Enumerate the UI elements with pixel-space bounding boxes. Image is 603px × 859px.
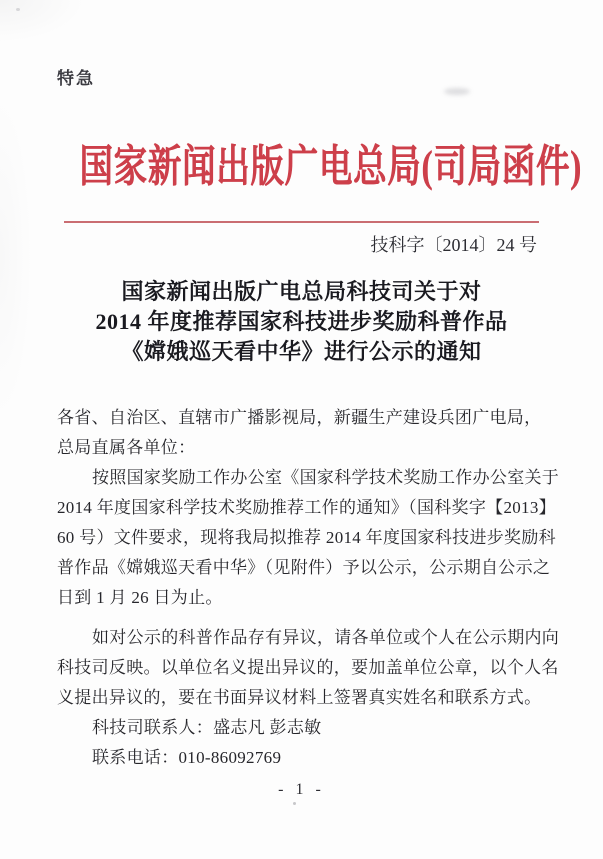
scan-speck: [293, 802, 296, 805]
salutation-line: 总局直属各单位：: [57, 438, 196, 457]
scan-smudge: [444, 88, 470, 95]
agency-masthead: [0, 138, 603, 206]
paragraph-2-line: 如对公示的科普作品存有异议，请各单位或个人在公示期内向: [92, 628, 560, 647]
salutation-line: 各省、自治区、直辖市广播影视局，新疆生产建设兵团广电局，: [57, 408, 542, 427]
contact-person-line: 科技司联系人：盛志凡 彭志敏: [92, 718, 322, 737]
agency-masthead-title: 国家新闻出版广电总局(司局函件): [79, 142, 582, 191]
paragraph-1-line: 日到 1 月 26 日为止。: [57, 588, 223, 607]
notice-title-line-2: 2014 年度推荐国家科技进步奖励科普作品: [95, 309, 508, 334]
red-divider-line: [64, 221, 539, 223]
paragraph-2-line: 义提出异议的，要在书面异议材料上签署真实姓名和联系方式。: [57, 688, 542, 707]
paragraph-1-line: 60 号）文件要求，现将我局拟推荐 2014 年度国家科技进步奖励科: [57, 528, 556, 547]
notice-title: [0, 277, 603, 367]
page-number: - 1 -: [278, 781, 325, 798]
notice-title-line-3: 《嫦娥巡天看中华》进行公示的通知: [121, 339, 482, 364]
paragraph-1-line: 按照国家奖励工作办公室《国家科学技术奖励工作办公室关于: [92, 468, 560, 487]
paragraph-1-line: 普作品《嫦娥巡天看中华》（见附件）予以公示，公示期自公示之: [57, 558, 551, 577]
notice-body: [57, 403, 560, 773]
paragraph-1-line: 2014 年度国家科学技术奖励推荐工作的通知》（国科奖字【2013】: [57, 498, 556, 517]
document-reference-number: 技科字〔2014〕24 号: [370, 235, 537, 255]
scan-speck: [16, 8, 20, 11]
contact-phone-line: 联系电话：010-86092769: [92, 748, 282, 767]
urgent-label: 特急: [57, 69, 95, 89]
notice-title-line-1: 国家新闻出版广电总局科技司关于对: [121, 279, 482, 304]
paragraph-2-line: 科技司反映。以单位名义提出异议的，要加盖单位公章，以个人名: [57, 658, 559, 677]
